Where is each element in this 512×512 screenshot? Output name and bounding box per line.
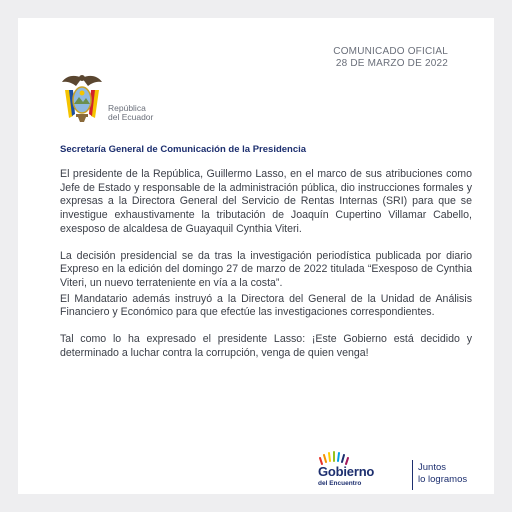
coat-text-ecuador: del Ecuador bbox=[108, 112, 154, 122]
slogan-line-2: lo logramos bbox=[418, 474, 468, 485]
slogan-line-1: Juntos bbox=[418, 462, 446, 473]
communique-label: COMUNICADO OFICIAL bbox=[333, 46, 448, 57]
paragraph-2: La decisión presidencial se da tras la investigación periodística publicada por diario Expreso en la edición del domingo 27 de marzo de 2022 titulada “Exesposo de Cynthia Viteri, un nuevo terrateniente en vía a la costa”. bbox=[60, 249, 472, 289]
paragraph-1: El presidente de la República, Guillermo Lasso, en el marco de sus atribuciones como Jefe de Estado y responsable de la administración pública, dio instrucciones formales y expresas a la Directora General del Servicio de Rentas Internas (SRI) para que se investigue exhaustivamente la tributación de Joaquín Cupertino Villamar Cabello, exesposo de alcaldesa de Guayaquil Cynthia Viteri. bbox=[60, 168, 472, 235]
paragraph-4: Tal como lo ha expresado el presidente Lasso: ¡Este Gobierno está decidido y determinado a luchar contra la corrupción, venga de quien venga! bbox=[60, 333, 472, 359]
communique-card bbox=[18, 18, 494, 494]
coat-text-republica: República bbox=[108, 103, 146, 113]
logo-title: Gobierno bbox=[318, 464, 375, 479]
communique-header bbox=[333, 46, 448, 70]
paragraph-3: El Mandatario además instruyó a la Directora del General de la Unidad de Análisis Financiero y Económico para que efectúe las investigaciones correspondientes. bbox=[60, 292, 472, 319]
communique-body bbox=[60, 168, 472, 360]
communique-date: 28 DE MARZO DE 2022 bbox=[335, 58, 448, 69]
coat-of-arms-label bbox=[108, 104, 153, 122]
logo-subtitle: del Encuentro bbox=[318, 480, 362, 487]
slogan bbox=[418, 462, 467, 486]
logo-divider bbox=[412, 460, 413, 490]
ecuador-coat-of-arms-icon bbox=[60, 72, 104, 128]
issuing-office: Secretaría General de Comunicación de la Presidencia bbox=[60, 144, 307, 155]
government-logo bbox=[318, 448, 488, 488]
